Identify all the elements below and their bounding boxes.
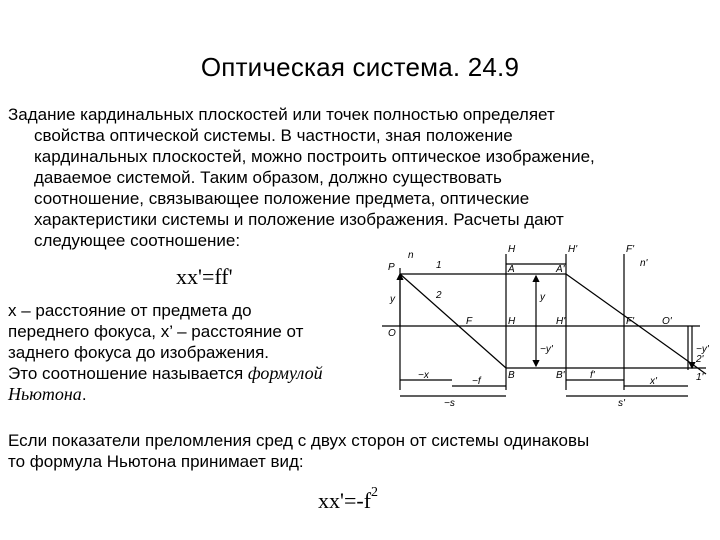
newton-line <box>8 363 388 384</box>
label-minus-x: −x <box>418 370 429 381</box>
paragraph-line: свойства оптической системы. В частности, зная положение <box>34 126 513 145</box>
label-A: A <box>508 264 515 275</box>
label-H-mid: H <box>508 316 516 327</box>
label-B-prime: B' <box>556 370 565 381</box>
formula2-exponent: 2 <box>371 484 379 500</box>
label-s-prime: s' <box>618 398 625 409</box>
definitions <box>8 300 388 405</box>
label-y-mid: y <box>540 292 545 303</box>
paragraph-line: следующее соотношение: <box>34 231 241 250</box>
newton-term-a: формулой <box>247 363 323 383</box>
label-minus-s: −s <box>444 398 455 409</box>
label-B: B <box>508 370 515 381</box>
label-F-prime-top: F' <box>626 244 635 255</box>
label-P: P <box>388 262 395 273</box>
formula2-base: xx'=-f <box>318 488 372 513</box>
label-O-prime: O' <box>662 316 672 327</box>
label-y: y <box>390 294 395 305</box>
definition-line: заднего фокуса до изображения. <box>8 343 270 362</box>
label-H: H <box>508 244 516 255</box>
label-A-prime: A' <box>556 264 565 275</box>
label-F: F <box>466 316 473 327</box>
closing-line: Если показатели преломления сред с двух сторон от системы одинаковы <box>8 431 590 450</box>
newton-formula-equal-media <box>318 484 379 514</box>
ray-2-through-F <box>400 274 506 368</box>
label-x-prime: x' <box>650 376 657 387</box>
paragraph-line: кардинальных плоскостей, можно построить оптическое изображение, <box>34 147 595 166</box>
optical-construction-diagram <box>360 240 710 420</box>
label-H-prime-mid: H' <box>556 316 566 327</box>
label-n: n <box>408 250 414 261</box>
paragraph-line: характеристики системы и положение изображения. Расчеты дают <box>34 210 564 229</box>
label-ray-2: 2 <box>436 290 442 301</box>
definition-line: x – расстояние от предмета до <box>8 301 252 320</box>
intro-paragraph <box>8 104 698 251</box>
slide-title: Оптическая система. 24.9 <box>200 52 520 82</box>
newton-prefix: Это соотношение называется <box>8 364 248 383</box>
paragraph-line: соотношение, связывающее положение предмета, оптические <box>34 189 530 208</box>
newton-term-b: Ньютона <box>8 384 82 404</box>
paragraph-line: даваемое системой. Таким образом, должно существовать <box>34 168 502 187</box>
label-minus-y-prime: −y' <box>540 344 553 355</box>
newton-line-2 <box>8 384 388 405</box>
label-1-prime: 1' <box>696 372 704 383</box>
label-minus-f: −f <box>472 376 481 387</box>
newton-suffix: . <box>81 385 87 404</box>
label-F-prime-mid: F' <box>626 316 635 327</box>
label-f-prime: f' <box>590 370 595 381</box>
paragraph-line: Задание кардинальных плоскостей или точек полностью определяет <box>8 105 555 124</box>
closing-line: то формула Ньютона принимает вид: <box>8 452 304 471</box>
ray-1-refracted <box>566 274 706 374</box>
definition-line: переднего фокуса, x’ – расстояние от <box>8 322 304 341</box>
label-H-prime: H' <box>568 244 578 255</box>
newton-formula: xx'=ff' <box>176 264 233 289</box>
label-n-prime: n' <box>640 258 648 269</box>
closing-paragraph <box>8 430 718 472</box>
label-ray-1: 1 <box>436 260 442 271</box>
label-minus-y-prime-right: −y' <box>696 344 709 355</box>
label-2-prime: 2' <box>696 354 704 365</box>
label-O: O <box>388 328 396 339</box>
